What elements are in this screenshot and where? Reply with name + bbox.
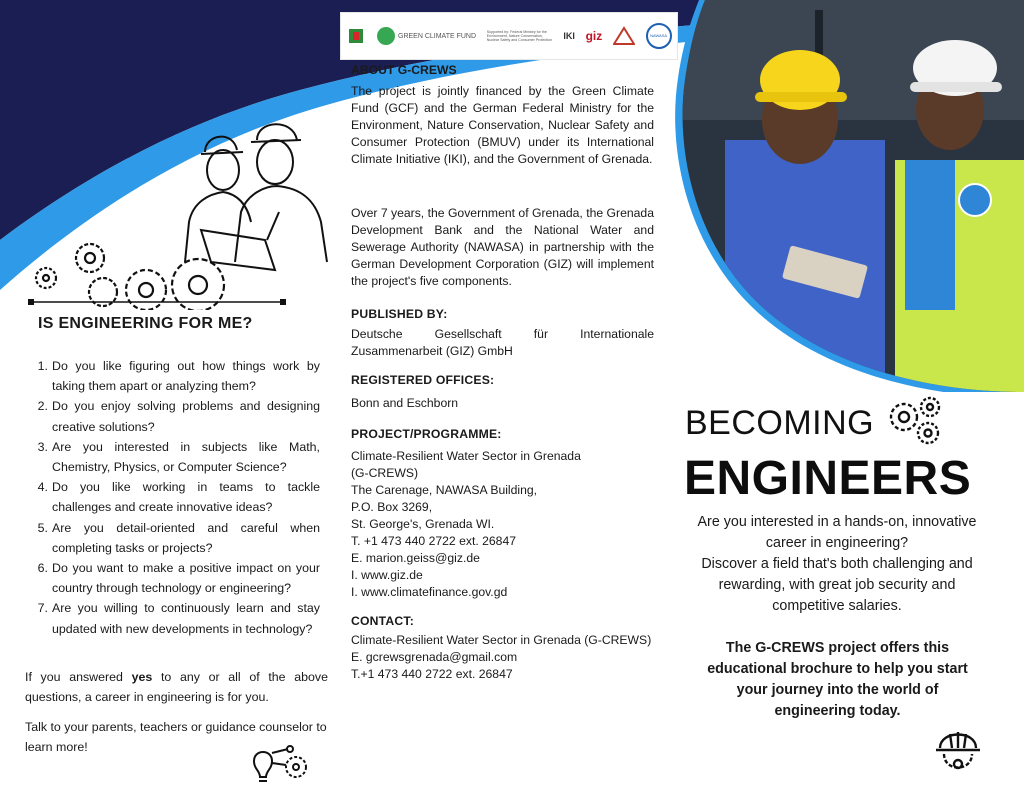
engineers-title: ENGINEERS — [684, 452, 972, 505]
programme-line: St. George's, Grenada WI. — [351, 517, 495, 531]
lightbulb-gear-icon — [246, 743, 316, 789]
programme-line: (G-CREWS) — [351, 466, 419, 480]
contact-heading: CONTACT: — [351, 614, 414, 628]
programme-line: The Carenage, NAWASA Building, — [351, 483, 538, 497]
offices-heading: REGISTERED OFFICES: — [351, 373, 495, 387]
gears-illustration — [28, 230, 298, 310]
questions-list — [28, 356, 320, 639]
intro-text — [682, 512, 992, 617]
programme-line: Climate-Resilient Water Sector in Grenada — [351, 449, 581, 463]
list-item: 3. Are you interested in subjects like Math, Chemistry, Physics, or Computer Science? — [37, 439, 320, 475]
intro-line-1: Are you interested in a hands-on, innovative career in engineering? — [697, 514, 977, 551]
about-paragraph-1: The project is jointly financed by the Green Climate Fund (GCF) and the German Federal Ministry for the Environment, Nature Conservation, Nuclear Safety and Consumer Protection (BMUV) under its International Climate Initiative (IKI), and the Government of Grenada. — [351, 84, 654, 166]
list-item: 5. Are you detail-oriented and careful when completing tasks or projects? — [37, 520, 320, 555]
about-paragraph-2: Over 7 years, the Government of Grenada, the Grenada Development Bank and the National Water and Sewerage Authority (NAWASA) in partnership with the German Development Corporation (GIZ) will implement the project's five components. — [351, 206, 654, 288]
programme-line: P.O. Box 3269, — [351, 500, 433, 514]
becoming-title: BECOMING — [685, 404, 875, 442]
hard-hat-gear-icon — [930, 720, 986, 776]
gears-icon — [884, 393, 948, 447]
programme-line: I. www.giz.de — [351, 568, 423, 582]
list-item: 4. Do you like working in teams to tackle challenges and create innovative ideas? — [37, 480, 320, 515]
engineers-photo — [665, 0, 1024, 392]
programme-heading: PROJECT/PROGRAMME: — [351, 427, 502, 441]
talk-paragraph: Talk to your parents, teachers or guidance counselor to learn more! — [25, 720, 327, 754]
answer-paragraph: If you answered yes to any or all of the above questions, a career in engineering is for you. — [25, 670, 328, 704]
list-item: 1. Do you like figuring out how things work by taking them apart or analyzing them? — [37, 359, 320, 394]
giz-logo: giz — [585, 29, 603, 43]
contact-line: Climate-Resilient Water Sector in Grenada (G-CREWS) — [351, 633, 652, 647]
iki-logo: IKI — [563, 30, 575, 41]
published-text: Deutsche Gesellschaft für Internationale Zusammenarbeit (GIZ) GmbH — [351, 327, 654, 358]
contact-line: T.+1 473 440 2722 ext. 26847 — [351, 667, 513, 681]
grenada-development-bank-logo — [613, 26, 635, 46]
about-heading: ABOUT G-CREWS — [351, 63, 457, 77]
published-heading: PUBLISHED BY: — [351, 307, 448, 321]
programme-line: I. www.climatefinance.gov.gd — [351, 585, 508, 599]
programme-line: E. marion.geiss@giz.de — [351, 551, 480, 565]
list-item: 7. Are you willing to continuously learn and stay updated with new developments in technology? — [37, 601, 320, 636]
list-item: 6. Do you want to make a positive impact on your country through technology or engineering? — [37, 561, 320, 596]
offices-text: Bonn and Eschborn — [351, 396, 459, 410]
grenada-coat-of-arms-icon — [346, 26, 366, 46]
programme-line: T. +1 473 440 2722 ext. 26847 — [351, 534, 517, 548]
is-engineering-title: IS ENGINEERING FOR ME? — [38, 315, 253, 332]
intro-line-2: Discover a field that's both challenging and rewarding, with great job security and competitive salaries. — [701, 556, 973, 614]
nawasa-logo: NAWASA — [646, 23, 672, 49]
offer-text: The G-CREWS project offers this educational brochure to help you start your journey into the world of engineering today. — [707, 640, 968, 719]
green-climate-fund-logo: GREEN CLIMATE FUND — [377, 27, 476, 45]
contact-line: E. gcrewsgrenada@gmail.com — [351, 650, 518, 664]
contact-details — [351, 632, 654, 683]
programme-details — [351, 448, 654, 601]
partner-logos — [340, 12, 678, 60]
german-ministry-bmuv-logo: Supported by: Federal Ministry for the Environment, Nature Conservation, Nuclear Safety and Consumer Protection — [486, 30, 553, 42]
list-item: 2. Do you enjoy solving problems and designing creative solutions? — [37, 399, 320, 434]
